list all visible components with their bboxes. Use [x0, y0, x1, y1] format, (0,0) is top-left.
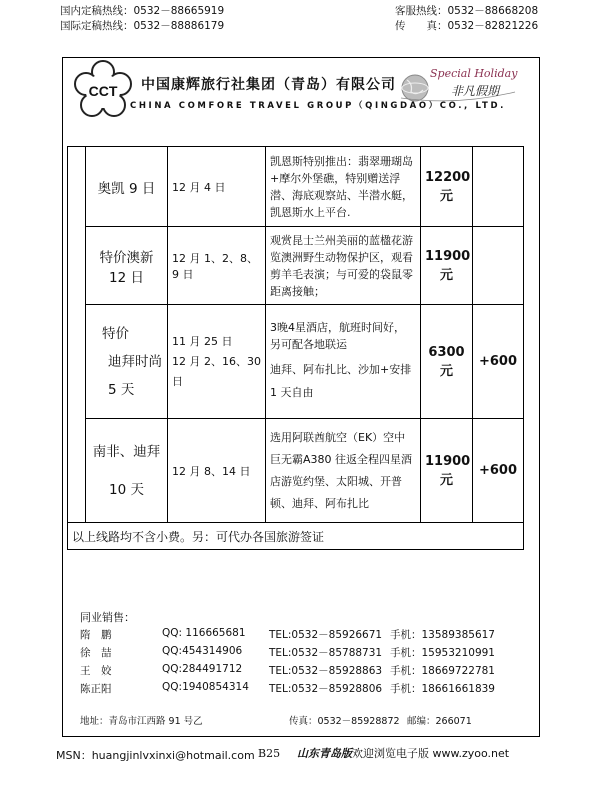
cct-logo	[73, 60, 133, 120]
table-row	[68, 305, 524, 419]
msn-contact: MSN：huangjinlvxinxi@hotmail.com	[56, 749, 255, 762]
table-row	[68, 227, 524, 305]
page-number: B25	[258, 747, 281, 760]
tour-name	[86, 419, 168, 523]
sales-tel: TEL:0532－85926671	[269, 629, 383, 641]
footer-ad-bold: 山东青岛版	[297, 747, 352, 760]
special-holiday-en: Special Holiday	[430, 67, 518, 80]
tour-description: 观赏昆士兰州美丽的蓝楹花游览澳洲野生动物保护区，观看剪羊毛表演；与可爱的袋鼠零距离接触；	[266, 227, 421, 305]
tour-date	[168, 305, 266, 419]
footer-ad	[297, 745, 509, 761]
sales-name: 王 姣	[80, 665, 112, 677]
tour-name-line: 南非、迪拜	[92, 443, 161, 460]
tour-name-line: 10 天	[109, 481, 144, 498]
tour-desc-line: 迪拜、阿布扎比、沙加+安排 1 天自由	[270, 363, 412, 399]
table-row	[68, 419, 524, 523]
tour-name: 奥凯 9 日	[86, 147, 168, 227]
tour-description: 凯恩斯特别推出：翡翠珊瑚岛+摩尔外堡礁，特别赠送浮潜、海底观察站、半潜水艇，凯恩斯水上平台.	[266, 147, 421, 227]
tour-extra: +600	[473, 419, 524, 523]
fax-number: 传真：0532－85928872	[289, 716, 400, 727]
footer-ad-rest: 欢迎浏览电子版 www.zyoo.net	[352, 747, 510, 760]
tour-name-line: 特价	[102, 325, 129, 342]
sales-tel: TEL:0532－85928863	[269, 665, 383, 677]
sales-name: 陈正阳	[80, 683, 112, 695]
tour-description: 选用阿联酋航空（EK）空中巨无霸A380 往返全程四星酒店游览约堡、太阳城、开普顿、迪拜、阿布扎比	[266, 419, 421, 523]
tour-price: 6300 元	[421, 305, 473, 419]
tour-extra: +600	[473, 305, 524, 419]
tours-table	[67, 146, 524, 550]
tour-date: 12 月 4 日	[168, 147, 266, 227]
sales-qq: QQ: 116665681	[162, 627, 246, 639]
flower-logo-icon	[73, 60, 133, 120]
tour-name: 特价澳新 12 日	[86, 227, 168, 305]
fax-hotline: 传 真：0532－82821226	[395, 20, 539, 32]
sales-mobile: 手机：18661661839	[390, 683, 495, 695]
sales-mobile: 手机：15953210991	[390, 647, 495, 659]
address: 地址：青岛市江西路 91 号乙	[80, 716, 203, 727]
note-row	[68, 523, 524, 550]
tour-description	[266, 305, 421, 419]
tour-name	[86, 305, 168, 419]
international-hotline: 国际定稿热线：0532－88886179	[60, 20, 225, 32]
sales-row	[80, 681, 510, 698]
sales-tel: TEL:0532－85788731	[269, 647, 383, 659]
sales-qq: QQ:1940854314	[162, 681, 249, 693]
sales-mobile: 手机：13589385617	[390, 629, 495, 641]
tour-date-line: 12 月 2、16、30 日	[172, 354, 261, 388]
domestic-hotline: 国内定稿热线：0532－88665919	[60, 5, 225, 17]
sales-row	[80, 627, 510, 644]
table-row	[68, 147, 524, 227]
service-hotline: 客服热线：0532－88668208	[395, 5, 539, 17]
tour-date: 12 月 1、2、8、9 日	[168, 227, 266, 305]
logo-text: CCT	[88, 83, 118, 99]
postcode: 邮编：266071	[407, 716, 472, 727]
sales-tel: TEL:0532－85928806	[269, 683, 383, 695]
tour-price: 12200 元	[421, 147, 473, 227]
tour-note: 以上线路均不含小费。另：可代办各国旅游签证	[68, 523, 524, 550]
tour-date-line: 11 月 25 日	[172, 334, 233, 348]
tour-date: 12 月 8、14 日	[168, 419, 266, 523]
sales-qq: QQ:284491712	[162, 663, 243, 675]
sales-name: 徐 喆	[80, 647, 112, 659]
tour-extra	[473, 227, 524, 305]
sales-name: 隋 鹏	[80, 629, 112, 641]
tour-extra	[473, 147, 524, 227]
tour-price: 11900 元	[421, 419, 473, 523]
company-name-en: CHINA COMFORE TRAVEL GROUP（QINGDAO）CO., LTD.	[130, 101, 506, 111]
sales-row	[80, 645, 510, 662]
tour-desc-line: 3晚4星酒店，航班时间好，	[270, 321, 405, 334]
tour-name-line: 迪拜时尚 5 天	[108, 353, 162, 398]
sales-qq: QQ:454314906	[162, 645, 243, 657]
sales-mobile: 手机：18669722781	[390, 665, 495, 677]
company-name-cn: 中国康辉旅行社集团（青岛）有限公司	[141, 77, 396, 93]
sales-row	[80, 663, 510, 680]
special-holiday-cn: 非凡假期	[451, 84, 500, 98]
tour-price: 11900 元	[421, 227, 473, 305]
tour-desc-line: 另可配各地联运	[270, 338, 347, 351]
sales-title: 同业销售：	[80, 611, 135, 624]
